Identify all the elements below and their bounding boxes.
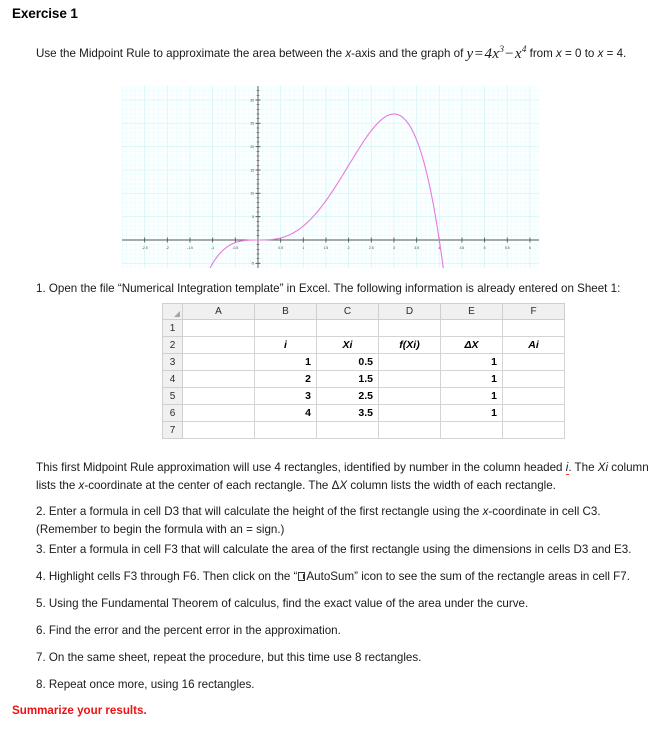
spreadsheet-table[interactable] [162, 303, 565, 439]
cell-C7[interactable] [317, 422, 379, 439]
cell-C4[interactable]: 1.5 [317, 371, 379, 388]
formula-coefficient: 4 [484, 46, 493, 62]
step-8-text: 8. Repeat once more, using 16 rectangles. [36, 678, 255, 691]
cell-D5[interactable] [379, 388, 441, 405]
cell-A5[interactable] [183, 388, 255, 405]
i-column-italic: i [565, 461, 569, 474]
step-4-text [36, 568, 656, 586]
intro-axis-word: -axis and the graph of [351, 47, 467, 60]
cell-A2[interactable] [183, 337, 255, 354]
row-header-6[interactable]: 6 [163, 405, 183, 422]
row-header-2[interactable]: 2 [163, 337, 183, 354]
intro-text-after-2: = 0 to [561, 47, 598, 60]
cell-C2[interactable]: Xi [317, 337, 379, 354]
svg-text:15: 15 [250, 168, 254, 173]
cell-C1[interactable] [317, 320, 379, 337]
step-5-text: 5. Using the Fundamental Theorem of calculus, find the exact value of the area under the curve. [36, 597, 529, 610]
column-header-f[interactable]: F [503, 304, 565, 320]
svg-text:5.5: 5.5 [504, 246, 510, 250]
cell-E7[interactable] [441, 422, 503, 439]
intro-paragraph [36, 40, 652, 64]
svg-text:5: 5 [252, 214, 254, 219]
cell-B7[interactable] [255, 422, 317, 439]
step-6-text: 6. Find the error and the percent error in the approximation. [36, 624, 341, 637]
svg-text:1.5: 1.5 [323, 246, 329, 250]
svg-text:-2: -2 [165, 246, 169, 250]
svg-text:4.5: 4.5 [459, 246, 465, 250]
cell-D2[interactable]: f(Xi) [379, 337, 441, 354]
column-header-d[interactable]: D [379, 304, 441, 320]
row-header-7[interactable]: 7 [163, 422, 183, 439]
intro-text-after-1: from [526, 47, 557, 60]
cell-E3[interactable]: 1 [441, 354, 503, 371]
cell-E6[interactable]: 1 [441, 405, 503, 422]
spreadsheet-body [163, 320, 565, 439]
cell-E5[interactable]: 1 [441, 388, 503, 405]
svg-text:-0.5: -0.5 [232, 246, 239, 250]
cell-D3[interactable] [379, 354, 441, 371]
intro-text-before: Use the Midpoint Rule to approximate the area between the [36, 47, 346, 60]
column-header-a[interactable]: A [183, 304, 255, 320]
step2-part-1: 2. Enter a formula in cell D3 that will calculate the height of the first rectangle using the [36, 505, 483, 518]
cell-C6[interactable]: 3.5 [317, 405, 379, 422]
svg-text:30: 30 [250, 98, 254, 103]
svg-text:2: 2 [347, 246, 350, 250]
column-header-e[interactable]: E [441, 304, 503, 320]
cell-B1[interactable] [255, 320, 317, 337]
table-row [163, 388, 565, 405]
function-graph [122, 86, 539, 268]
svg-text:10: 10 [250, 191, 254, 196]
cell-A7[interactable] [183, 422, 255, 439]
x-italic-from: x [556, 47, 562, 60]
svg-text:3.5: 3.5 [414, 246, 419, 250]
xi-column-italic: Xi [597, 461, 609, 474]
svg-text:-5: -5 [250, 261, 254, 266]
cell-B6[interactable]: 4 [255, 405, 317, 422]
cell-F7[interactable] [503, 422, 565, 439]
step2-x-italic: x [482, 505, 489, 518]
desc-part-5: column lists the width of each rectangle. [347, 479, 556, 492]
cell-E1[interactable] [441, 320, 503, 337]
column-header-b[interactable]: B [255, 304, 317, 320]
formula-exp2: 4 [521, 44, 527, 54]
step4-part-2: AutoSum” icon to see the sum of the rectangle areas in cell F7. [306, 570, 630, 583]
svg-text:5: 5 [483, 246, 486, 250]
page-title: Exercise 1 [12, 6, 78, 21]
cell-D7[interactable] [379, 422, 441, 439]
cell-F4[interactable] [503, 371, 565, 388]
table-row [163, 371, 565, 388]
cell-E2[interactable]: ΔX [441, 337, 503, 354]
cell-F5[interactable] [503, 388, 565, 405]
x-italic-to: x [597, 47, 604, 60]
row-header-5[interactable]: 5 [163, 388, 183, 405]
svg-text:0.5: 0.5 [278, 246, 284, 250]
svg-text:-1.5: -1.5 [187, 246, 193, 250]
svg-text:-1: -1 [211, 246, 215, 250]
step-1-text: 1. Open the file “Numerical Integration template” in Excel. The following information is already entered on Sheet 1: [36, 282, 621, 295]
graph-canvas [122, 86, 539, 268]
x-coordinate-italic: x [78, 479, 85, 492]
select-all-corner[interactable] [163, 304, 183, 320]
formula-equals: = [474, 46, 484, 62]
desc-part-4: -coordinate at the center of each rectangle. The Δ [84, 479, 340, 492]
svg-text:1: 1 [302, 246, 305, 250]
intro-text-after-3: = 4. [603, 47, 627, 60]
table-row [163, 354, 565, 371]
formula-exp1: 3 [499, 44, 504, 54]
svg-text:25: 25 [250, 121, 254, 126]
formula-lhs: y [466, 46, 474, 62]
table-row [163, 320, 565, 337]
cell-E4[interactable]: 1 [441, 371, 503, 388]
cell-B4[interactable]: 2 [255, 371, 317, 388]
cell-D6[interactable] [379, 405, 441, 422]
description-paragraph [36, 459, 656, 495]
step4-part-1: 4. Highlight cells F3 through F6. Then click on the “ [36, 570, 298, 583]
cell-C5[interactable]: 2.5 [317, 388, 379, 405]
svg-text:3: 3 [393, 246, 395, 250]
column-header-c[interactable]: C [317, 304, 379, 320]
cell-F2[interactable]: Ai [503, 337, 565, 354]
row-header-1[interactable]: 1 [163, 320, 183, 337]
cell-F3[interactable] [503, 354, 565, 371]
table-row [163, 422, 565, 439]
cell-D1[interactable] [379, 320, 441, 337]
cell-A6[interactable] [183, 405, 255, 422]
spreadsheet-header-row [163, 304, 565, 320]
summarize-callout: Summarize your results. [12, 704, 147, 717]
cell-B3[interactable]: 1 [255, 354, 317, 371]
x-axis-italic: x [345, 47, 352, 60]
cell-A1[interactable] [183, 320, 255, 337]
cell-A4[interactable] [183, 371, 255, 388]
cell-A3[interactable] [183, 354, 255, 371]
cell-F6[interactable] [503, 405, 565, 422]
cell-B2[interactable]: i [255, 337, 317, 354]
formula-minus: − [504, 46, 514, 62]
table-row [163, 337, 565, 354]
svg-text:4: 4 [438, 246, 441, 250]
svg-text:-2.5: -2.5 [141, 246, 148, 250]
desc-part-2: . The [568, 461, 598, 474]
delta-x-italic: X [339, 479, 348, 492]
cell-F1[interactable] [503, 320, 565, 337]
desc-part-3: column lists the [36, 461, 649, 492]
missing-glyph-icon [298, 572, 305, 581]
row-header-3[interactable]: 3 [163, 354, 183, 371]
svg-text:2.5: 2.5 [368, 246, 374, 250]
formula-var1: x [492, 46, 500, 62]
table-row [163, 405, 565, 422]
step-2-text [36, 503, 656, 539]
step-7-text: 7. On the same sheet, repeat the procedure, but this time use 8 rectangles. [36, 651, 422, 664]
cell-C3[interactable]: 0.5 [317, 354, 379, 371]
svg-text:6: 6 [528, 246, 531, 250]
row-header-4[interactable]: 4 [163, 371, 183, 388]
step2-part-2: -coordinate in cell C3. (Remember to begin the formula with an = sign.) [36, 505, 601, 536]
cell-D4[interactable] [379, 371, 441, 388]
step-3-text: 3. Enter a formula in cell F3 that will calculate the area of the first rectangle using the dimensions in cells D3 and E3. [36, 543, 632, 556]
formula-var2: x [514, 46, 522, 62]
svg-text:20: 20 [250, 144, 254, 149]
cell-B5[interactable]: 3 [255, 388, 317, 405]
function-formula [467, 46, 527, 62]
desc-part-1: This first Midpoint Rule approximation will use 4 rectangles, identified by number in the column headed [36, 461, 566, 474]
